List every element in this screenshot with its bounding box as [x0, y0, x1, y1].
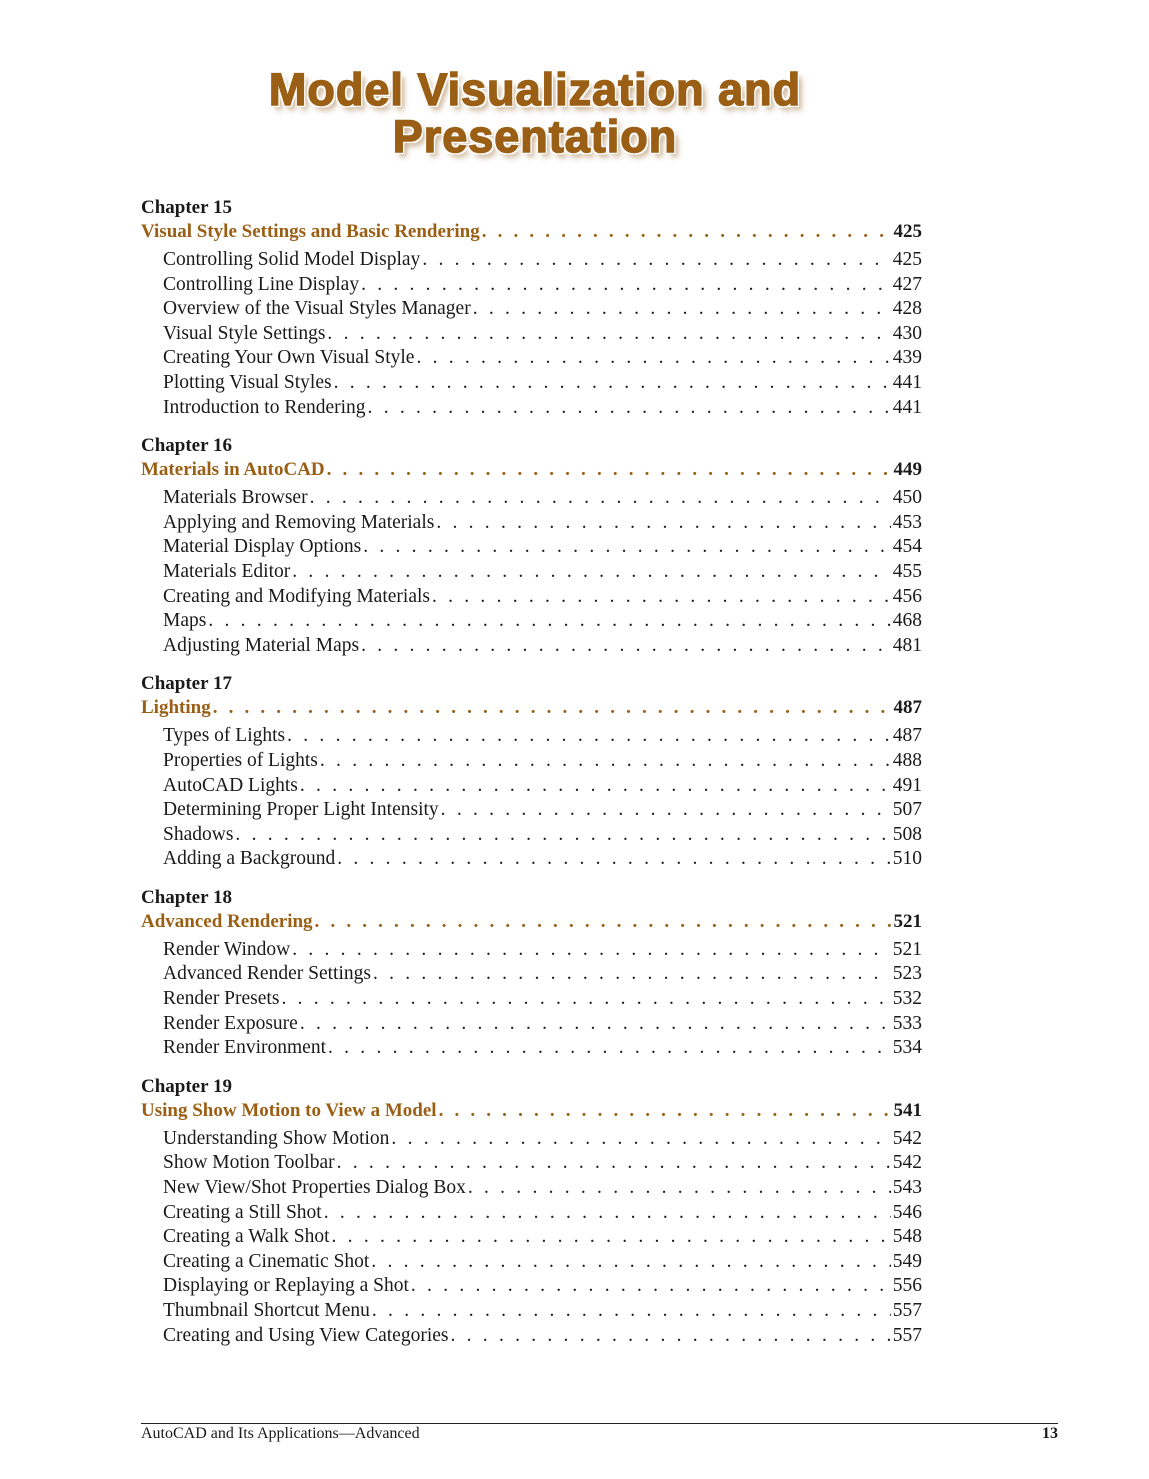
- chapter-page-number: 541: [893, 1099, 922, 1121]
- entry-page-number: 557: [892, 1300, 922, 1321]
- entry-title: Maps: [163, 610, 207, 632]
- section-title-line1: Model Visualization and: [268, 64, 802, 115]
- toc-entry[interactable]: [141, 749, 922, 774]
- entry-page-number: 487: [892, 725, 922, 747]
- dot-leader: [451, 1324, 891, 1349]
- toc-entry[interactable]: [141, 1225, 922, 1250]
- chapter-title-row[interactable]: [141, 1099, 922, 1123]
- entry-page-number: 533: [892, 1012, 922, 1034]
- chapter-page-number: 521: [893, 910, 922, 932]
- entry-page-number: 523: [892, 963, 922, 985]
- entry-title: Creating Your Own Visual Style: [163, 347, 415, 369]
- entry-page-number: 534: [892, 1037, 922, 1059]
- chapter-title: Visual Style Settings and Basic Rendering: [141, 221, 480, 242]
- entry-title: Materials Browser: [163, 487, 308, 509]
- chapter-title-row[interactable]: [141, 458, 922, 482]
- entry-title: Applying and Removing Materials: [163, 511, 435, 533]
- dot-leader: [391, 1127, 890, 1152]
- entry-page-number: 556: [892, 1275, 922, 1297]
- dot-leader: [310, 486, 891, 511]
- chapter-title-row[interactable]: [141, 220, 922, 244]
- dot-leader: [324, 1201, 891, 1226]
- dot-leader: [432, 585, 891, 610]
- entry-title: Creating a Still Shot: [163, 1201, 322, 1223]
- entry-page-number: 439: [892, 347, 922, 369]
- chapter-title: Materials in AutoCAD: [141, 459, 325, 481]
- toc-entry[interactable]: [141, 585, 922, 610]
- entry-title: Render Exposure: [163, 1012, 298, 1034]
- dot-leader: [332, 1225, 891, 1250]
- toc-entry[interactable]: [141, 248, 922, 273]
- entry-title: Creating and Modifying Materials: [163, 585, 430, 607]
- entry-title: Adjusting Material Maps: [163, 634, 360, 656]
- chapter-label: Chapter 19: [141, 1075, 232, 1097]
- dot-leader: [372, 1299, 891, 1324]
- entry-page-number: 450: [892, 487, 922, 509]
- toc-entry[interactable]: [141, 322, 922, 347]
- toc-entry[interactable]: [141, 724, 922, 749]
- entry-title: Shadows: [163, 823, 234, 845]
- section-title: [0, 66, 1070, 160]
- toc-entry[interactable]: [141, 396, 922, 421]
- entry-page-number: 542: [892, 1152, 922, 1174]
- entry-page-number: 455: [892, 560, 922, 582]
- toc-entry[interactable]: [141, 1201, 922, 1226]
- entry-title: Types of Lights: [163, 725, 286, 747]
- footer-book-title: AutoCAD and Its Applications—Advanced: [141, 1425, 420, 1442]
- entry-page-number: 488: [892, 749, 922, 771]
- entry-title: Materials Editor: [163, 560, 291, 582]
- entry-page-number: 543: [892, 1177, 922, 1199]
- entry-page-number: 510: [892, 848, 922, 870]
- dot-leader: [327, 458, 892, 482]
- dot-leader: [300, 1012, 891, 1037]
- entry-page-number: 507: [892, 799, 922, 821]
- toc-entry[interactable]: [141, 1151, 922, 1176]
- dot-leader: [337, 1151, 891, 1176]
- entry-title: Adding a Background: [163, 848, 336, 870]
- toc-entry[interactable]: [141, 774, 922, 799]
- entry-page-number: 468: [892, 610, 922, 632]
- entry-page-number: 542: [892, 1127, 922, 1149]
- toc-entry[interactable]: [141, 847, 922, 872]
- chapter-page-number: 487: [893, 697, 922, 719]
- entry-title: Overview of the Visual Styles Manager: [163, 298, 471, 320]
- dot-leader: [300, 774, 891, 799]
- toc-entry[interactable]: [141, 273, 922, 298]
- toc-entry[interactable]: [141, 1324, 922, 1349]
- toc-entry[interactable]: [141, 1012, 922, 1037]
- chapter-title-row[interactable]: [141, 910, 922, 934]
- chapter-block: [141, 886, 922, 1061]
- toc-entry[interactable]: [141, 371, 922, 396]
- entry-title: Creating a Walk Shot: [163, 1226, 330, 1248]
- dot-leader: [281, 987, 890, 1012]
- entry-page-number: 549: [892, 1250, 922, 1272]
- toc-entry[interactable]: [141, 823, 922, 848]
- dot-leader: [361, 634, 891, 659]
- entry-page-number: 521: [892, 938, 922, 960]
- chapter-block: [141, 434, 922, 658]
- entry-page-number: 481: [892, 634, 922, 656]
- toc-entry[interactable]: [141, 346, 922, 371]
- entry-page-number: 427: [892, 273, 922, 295]
- dot-leader: [368, 396, 891, 421]
- entry-title: Introduction to Rendering: [163, 396, 366, 418]
- toc-entry[interactable]: [141, 938, 922, 963]
- toc-entry[interactable]: [141, 1274, 922, 1299]
- dot-leader: [473, 297, 891, 322]
- dot-leader: [468, 1176, 891, 1201]
- dot-leader: [371, 1250, 890, 1275]
- dot-leader: [439, 1099, 892, 1123]
- chapter-label: Chapter 16: [141, 435, 232, 457]
- dot-leader: [327, 322, 890, 347]
- toc-entry[interactable]: [141, 1176, 922, 1201]
- entry-page-number: 441: [892, 396, 922, 418]
- entry-title: Creating a Cinematic Shot: [163, 1250, 370, 1272]
- entry-title: Displaying or Replaying a Shot: [163, 1275, 409, 1297]
- entry-title: Controlling Solid Model Display: [163, 249, 421, 270]
- entry-title: Thumbnail Shortcut Menu: [163, 1300, 370, 1321]
- entry-page-number: 532: [892, 988, 922, 1010]
- toc-entry[interactable]: [141, 511, 922, 536]
- chapter-title-row[interactable]: [141, 696, 922, 720]
- entry-title: New View/Shot Properties Dialog Box: [163, 1177, 466, 1199]
- toc-entry[interactable]: [141, 634, 922, 659]
- toc-entry[interactable]: [141, 535, 922, 560]
- dot-leader: [416, 346, 890, 371]
- toc-entry[interactable]: [141, 609, 922, 634]
- entry-page-number: 546: [892, 1201, 922, 1223]
- entry-page-number: 548: [892, 1226, 922, 1248]
- entry-page-number: 441: [892, 371, 922, 393]
- chapter-label: Chapter 18: [141, 886, 232, 908]
- entry-page-number: 456: [892, 585, 922, 607]
- chapter-page-number: 449: [893, 459, 922, 481]
- dot-leader: [422, 248, 890, 273]
- chapter-title: Using Show Motion to View a Model: [141, 1099, 437, 1121]
- dot-leader: [292, 560, 890, 585]
- toc-entry[interactable]: [141, 1299, 922, 1324]
- chapter-block: [141, 1075, 922, 1348]
- entry-title: Advanced Render Settings: [163, 963, 371, 985]
- dot-leader: [482, 220, 892, 244]
- toc-entry[interactable]: [141, 560, 922, 585]
- dot-leader: [315, 910, 892, 934]
- toc-entry[interactable]: [141, 297, 922, 322]
- toc-entry[interactable]: [141, 987, 922, 1012]
- chapter-title: Advanced Rendering: [141, 910, 313, 932]
- table-of-contents: [141, 196, 922, 1362]
- dot-leader: [363, 535, 891, 560]
- entry-title: Determining Proper Light Intensity: [163, 799, 439, 821]
- dot-leader: [334, 371, 891, 396]
- dot-leader: [411, 1274, 891, 1299]
- section-title-line2: Presentation: [392, 111, 678, 162]
- dot-leader: [337, 847, 891, 872]
- entry-title: Properties of Lights: [163, 749, 318, 771]
- entry-title: Creating and Using View Categories: [163, 1324, 449, 1346]
- chapter-block: [141, 196, 922, 420]
- footer-divider: [141, 1423, 1058, 1424]
- dot-leader: [373, 962, 891, 987]
- chapter-title: Lighting: [141, 697, 211, 719]
- chapter-label: Chapter 15: [141, 197, 232, 218]
- toc-entry[interactable]: [141, 486, 922, 511]
- dot-leader: [320, 749, 891, 774]
- toc-entry[interactable]: [141, 798, 922, 823]
- chapter-block: [141, 672, 922, 872]
- entry-page-number: 508: [892, 823, 922, 845]
- dot-leader: [292, 938, 891, 963]
- entry-title: Render Window: [163, 938, 291, 960]
- entry-title: Render Environment: [163, 1037, 326, 1059]
- toc-entry[interactable]: [141, 1127, 922, 1152]
- chapter-label: Chapter 17: [141, 673, 232, 695]
- entry-title: Material Display Options: [163, 536, 362, 558]
- entry-page-number: 453: [892, 511, 922, 533]
- entry-page-number: 491: [892, 774, 922, 796]
- entry-title: Show Motion Toolbar: [163, 1152, 335, 1174]
- dot-leader: [328, 1036, 891, 1061]
- entry-page-number: 430: [892, 322, 922, 344]
- entry-title: Understanding Show Motion: [163, 1127, 390, 1149]
- entry-page-number: 428: [892, 298, 922, 320]
- dot-leader: [235, 823, 890, 848]
- toc-entry[interactable]: [141, 1250, 922, 1275]
- toc-entry[interactable]: [141, 962, 922, 987]
- entry-title: AutoCAD Lights: [163, 774, 298, 796]
- entry-page-number: 454: [892, 536, 922, 558]
- dot-leader: [287, 724, 891, 749]
- entry-page-number: 425: [892, 249, 922, 270]
- dot-leader: [361, 273, 891, 298]
- entry-title: Render Presets: [163, 988, 280, 1010]
- entry-title: Visual Style Settings: [163, 322, 326, 344]
- dot-leader: [441, 798, 891, 823]
- dot-leader: [213, 696, 892, 720]
- entry-title: Controlling Line Display: [163, 273, 360, 295]
- dot-leader: [436, 511, 890, 536]
- entry-title: Plotting Visual Styles: [163, 371, 332, 393]
- dot-leader: [208, 609, 890, 634]
- entry-page-number: 557: [892, 1324, 922, 1346]
- footer-page-number: 13: [1042, 1425, 1058, 1442]
- toc-entry[interactable]: [141, 1036, 922, 1061]
- chapter-page-number: 425: [893, 221, 922, 242]
